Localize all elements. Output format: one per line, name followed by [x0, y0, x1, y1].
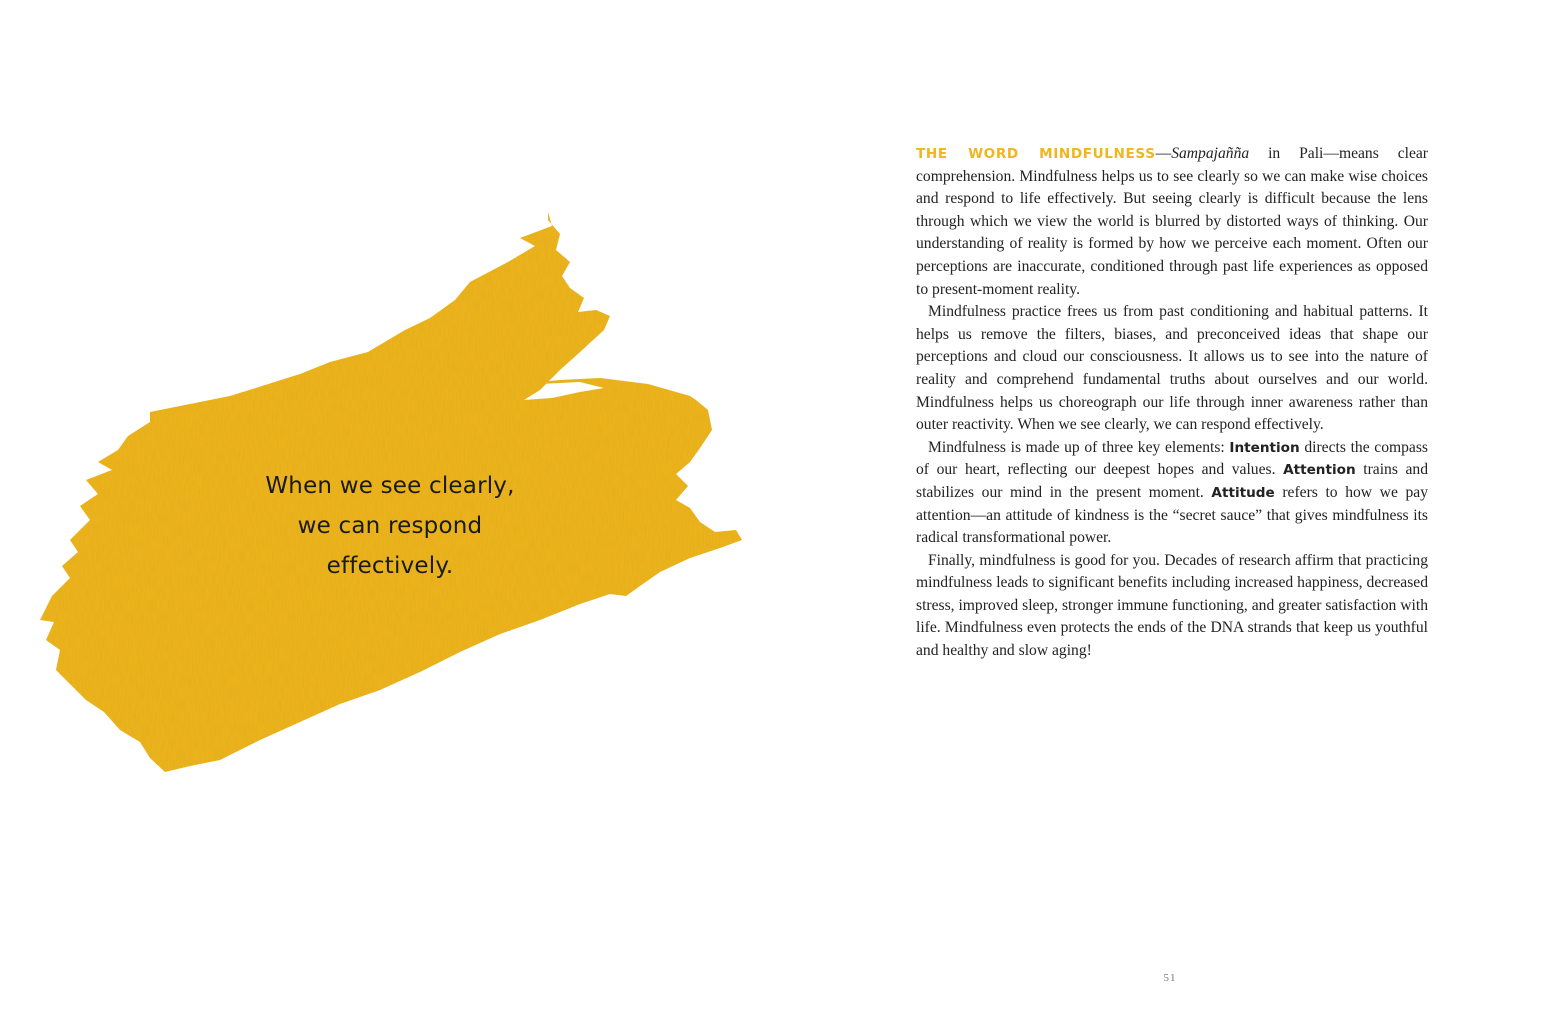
- paragraph-1-text: in Pali—means clear comprehension. Mindfulness helps us to see clearly so we can make wise choices and respond to life effectively. But seeing clearly is difficult because the lens through which we view the world is blurred by distorted ways of thinking. Our understanding of reality is formed by how we perceive each moment. Often our perceptions are inaccurate, conditioned through past life experiences as opposed to present-moment reality.: [916, 145, 1428, 298]
- paragraph-1: [916, 143, 1428, 301]
- page-number: 51: [1163, 972, 1177, 984]
- paragraph-3-text-2: trains and stabilizes our mind in the present moment.: [916, 461, 1428, 501]
- paragraph-3-text-1: directs the compass of our heart, reflecting our deepest hopes and values.: [916, 438, 1428, 479]
- paragraph-3-text-3: refers to how we pay attention—an attitude of kindness is the “secret sauce” that gives mindfulness its radical transformational power.: [916, 483, 1428, 547]
- right-page-body: [916, 143, 1428, 663]
- lead-in-heading: THE WORD MINDFULNESS: [916, 146, 1156, 162]
- pali-term: Sampajañña: [1171, 145, 1250, 162]
- left-page: [0, 0, 780, 1023]
- pull-quote: [230, 466, 550, 586]
- lead-in-dash: —: [1155, 145, 1172, 162]
- paragraph-4: Finally, mindfulness is good for you. Decades of research affirm that practicing mindfulness leads to significant benefits including increased happiness, decreased stress, improved sleep, stronger immune functioning, and greater satisfaction with life. Mindfulness even protects the ends of the DNA strands that keep us youthful and healthy and slow aging!: [916, 551, 1428, 660]
- term-intention: Intention: [1229, 439, 1300, 456]
- paragraph-3-intro: Mindfulness is made up of three key elements:: [928, 438, 1230, 456]
- paragraph-3: [916, 437, 1428, 550]
- paragraph-2: Mindfulness practice frees us from past conditioning and habitual patterns. It helps us remove the filters, biases, and preconceived ideas that shape our perceptions and cloud our consciousness. It allows us to see into the nature of reality and comprehend fundamental truths about ourselves and our world. Mindfulness helps us choreograph our life through inner awareness rather than outer reactivity. When we see clearly, we can respond effectively.: [916, 303, 1428, 434]
- pull-quote-line-2: we can respond: [297, 513, 483, 539]
- pull-quote-line-1: When we see clearly,: [265, 473, 515, 499]
- term-attention: Attention: [1283, 462, 1356, 479]
- term-attitude: Attitude: [1211, 484, 1275, 501]
- pull-quote-line-3: effectively.: [326, 553, 454, 579]
